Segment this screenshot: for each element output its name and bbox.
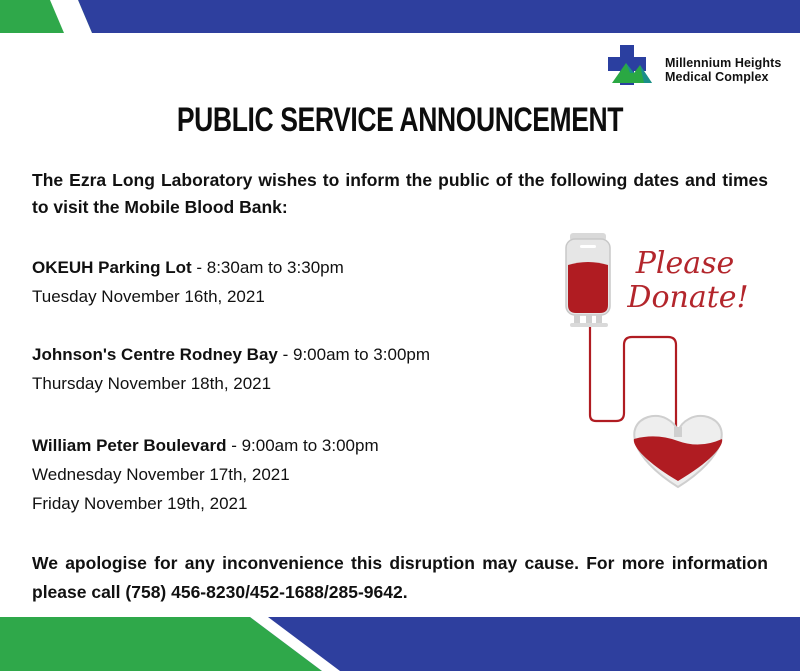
logo-name-line2: Medical Complex (665, 70, 769, 84)
location-block (32, 340, 430, 398)
location-time: 9:00am to 3:00pm (292, 345, 431, 364)
heart-icon (634, 416, 722, 487)
bottom-banner (0, 617, 800, 671)
separator: - (277, 345, 293, 364)
location-name: William Peter Boulevard (32, 436, 227, 455)
caption-donate: Donate! (627, 280, 749, 315)
logo-text (665, 56, 781, 84)
location-date: Wednesday November 17th, 2021 (32, 465, 290, 484)
location-time: 8:30am to 3:30pm (206, 258, 344, 277)
location-block (32, 253, 344, 311)
location-block (32, 431, 379, 518)
location-name: Johnson's Centre Rodney Bay (32, 345, 278, 364)
logo-name-line1: Millennium Heights (665, 56, 782, 70)
location-date: Thursday November 18th, 2021 (32, 374, 272, 393)
page-title: PUBLIC SERVICE ANNOUNCEMENT (176, 101, 624, 139)
blood-donation-illustration (550, 225, 750, 510)
intro-paragraph: The Ezra Long Laboratory wishes to inform the public of the following dates and times to visit the Mobile Blood Bank: (32, 170, 768, 217)
top-banner (0, 0, 800, 33)
separator: - (191, 258, 207, 277)
blood-bag-icon (566, 233, 610, 327)
separator: - (226, 436, 242, 455)
location-date: Friday November 19th, 2021 (32, 494, 248, 513)
location-time: 9:00am to 3:00pm (241, 436, 379, 455)
closing-paragraph: We apologise for any inconvenience this disruption may cause. For more information please call (758) 456-8230/452-1688/285-9642. (32, 553, 768, 602)
location-date: Tuesday November 16th, 2021 (32, 287, 265, 306)
caption-please: Please (635, 246, 735, 281)
location-name: OKEUH Parking Lot (32, 258, 192, 277)
